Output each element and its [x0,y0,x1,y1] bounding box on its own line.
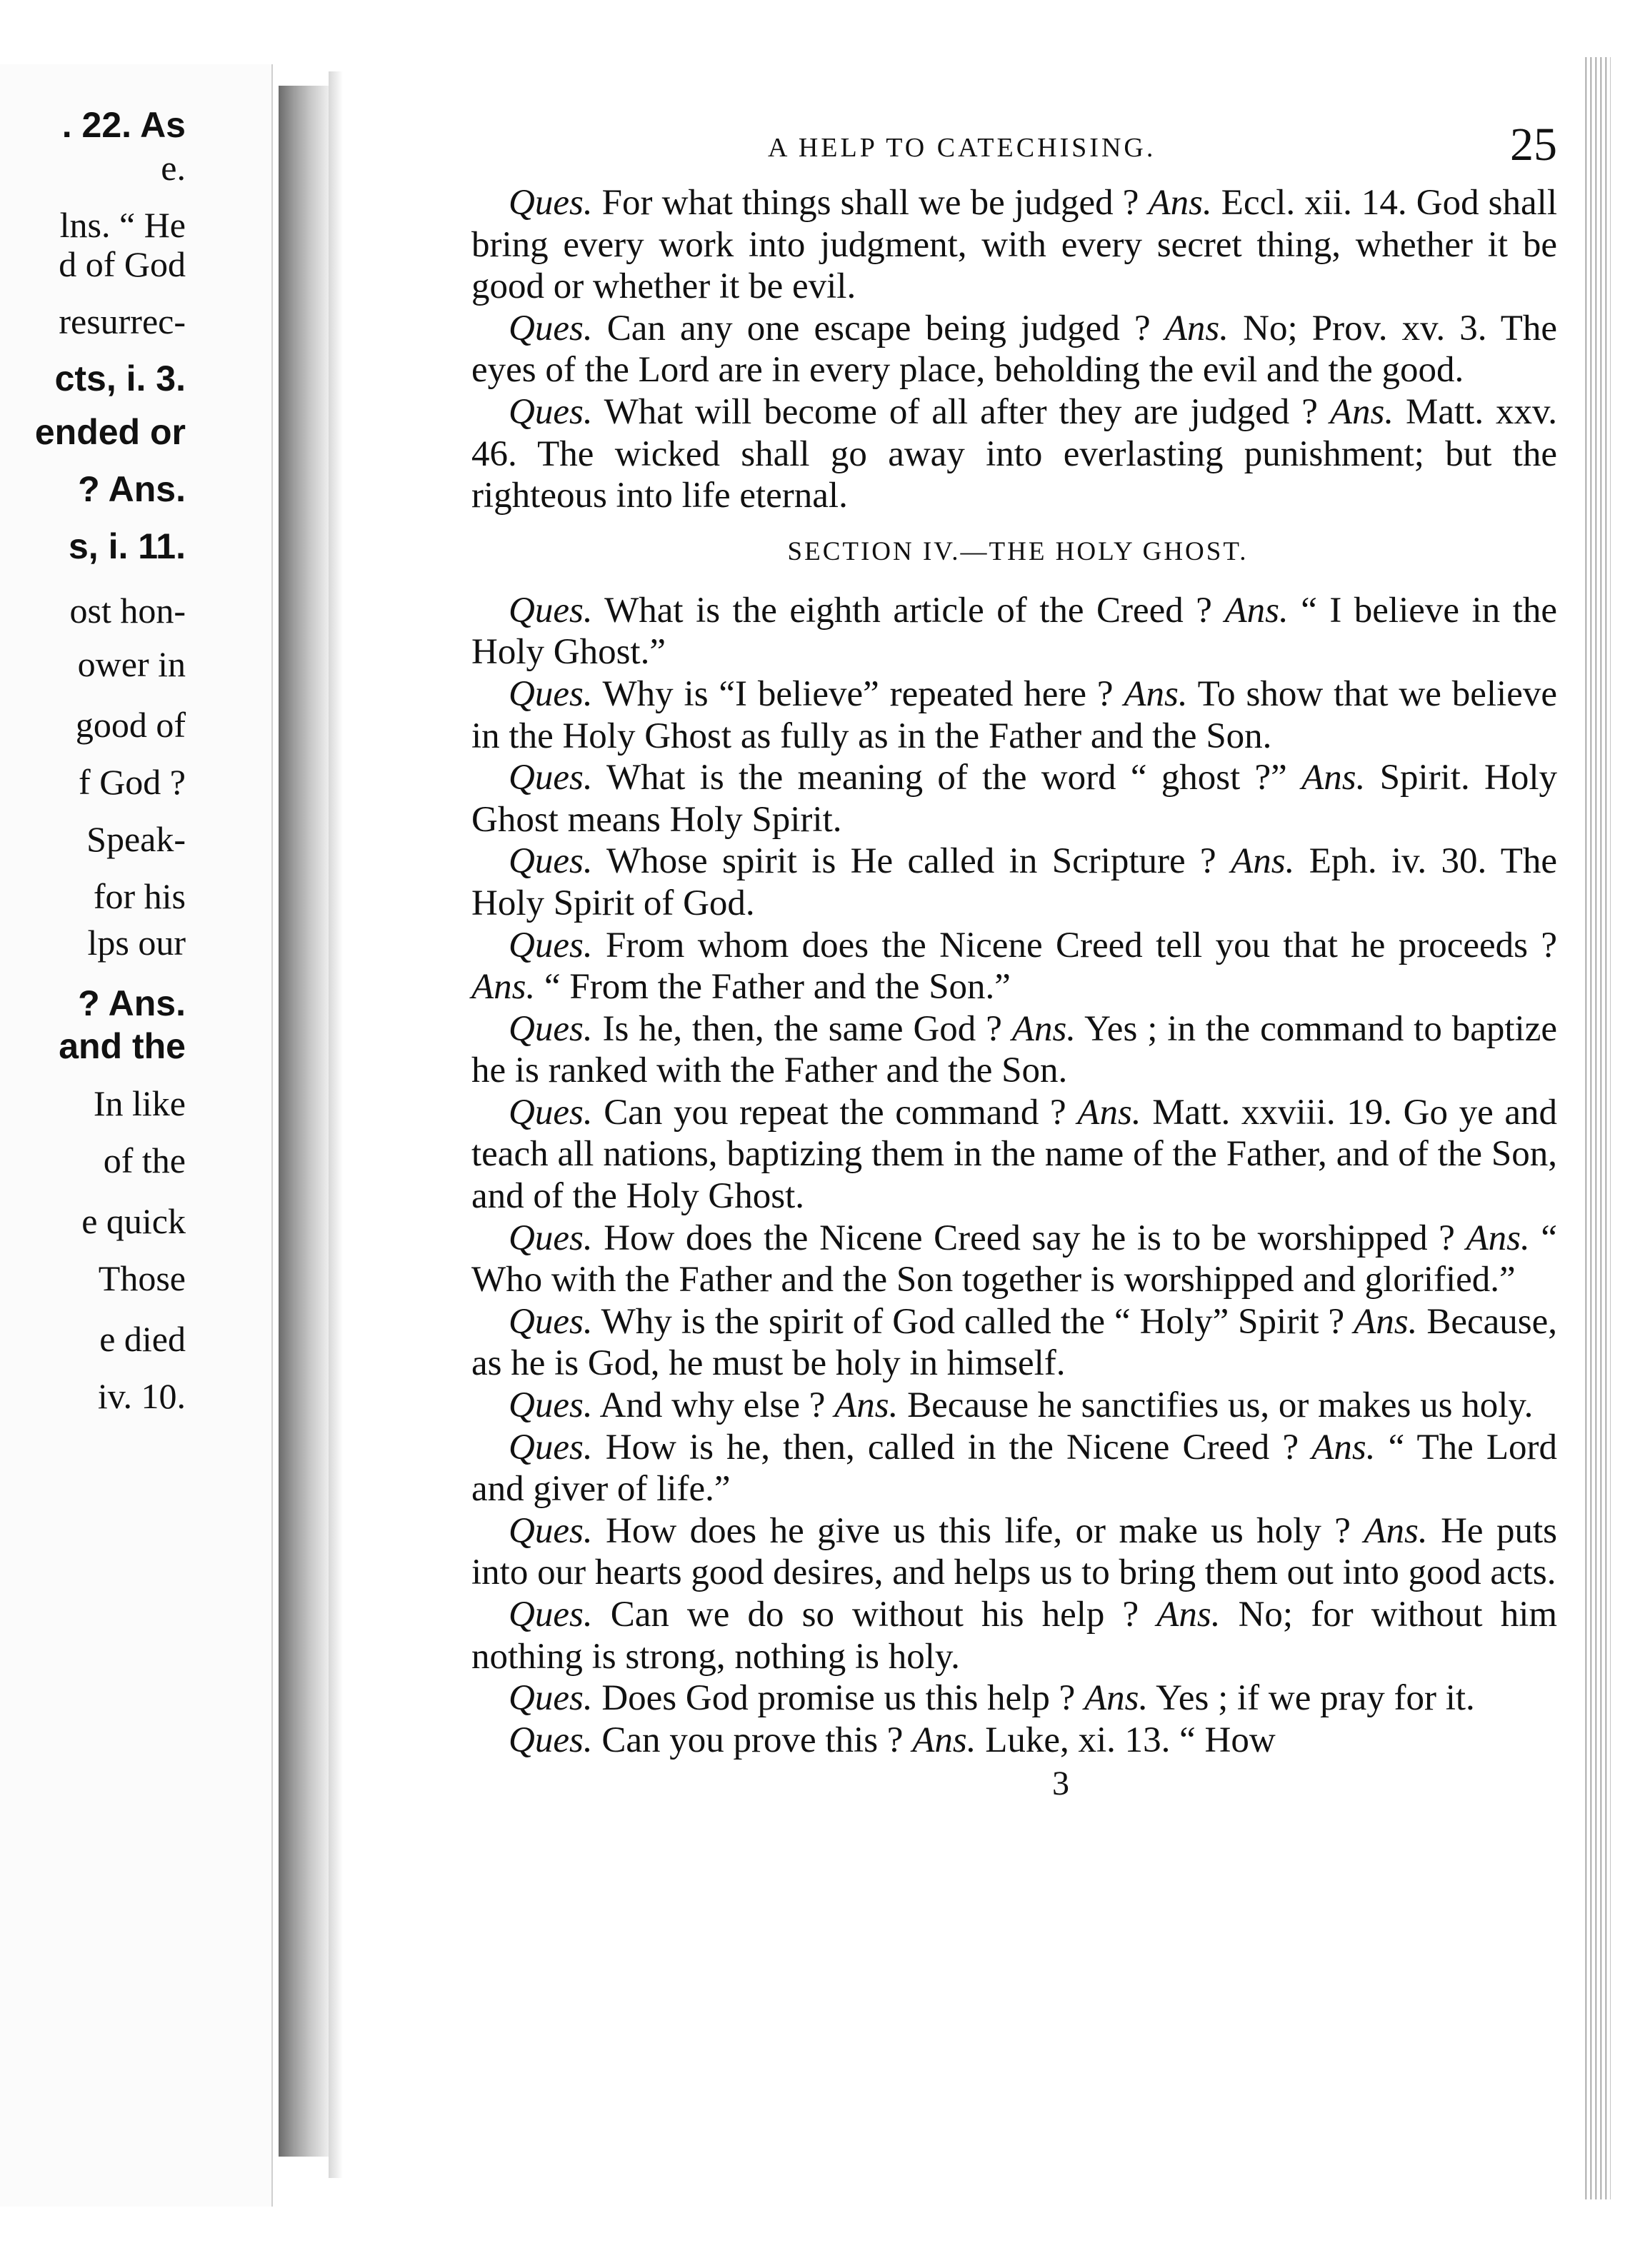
qa-paragraph [471,1427,1557,1510]
answer-text: Because, as he is God, he must be holy in himself. [471,1301,1557,1384]
qa-paragraph [471,308,1557,391]
question-label: Ques. [509,391,593,432]
facing-page-line: e quick [81,1201,186,1241]
answer-text: Eccl. xii. 14. God shall bring every work into judgment, with every secret thing, whether it be good or whether it be evil. [471,183,1557,307]
question-label: Ques. [509,1678,593,1719]
qa-paragraph [471,1594,1557,1677]
question-text: How does the Nicene Creed say he is to be worshipped ? [604,1218,1455,1258]
signature-mark: 3 [1052,1765,1069,1803]
qa-list-before [471,182,1557,517]
answer-label: Ans. [1164,308,1229,348]
answer-label: Ans. [1466,1218,1530,1258]
page-number: 25 [1510,119,1557,171]
qa-paragraph [471,1385,1557,1427]
question-label: Ques. [509,1510,593,1551]
facing-page-line: ended or [34,412,186,452]
answer-text: Eph. iv. 30. The Holy Spirit of God. [471,841,1558,923]
question-text: Whose spirit is He called in Scripture ? [606,841,1216,882]
answer-label: Ans. [1077,1092,1141,1133]
qa-paragraph [471,1218,1557,1301]
question-text: Why is “I believe” repeated here ? [602,673,1114,714]
facing-page-line: iv. 10. [97,1376,186,1416]
answer-label: Ans. [1084,1678,1149,1719]
answer-text: Matt. xxviii. 19. Go ye and teach all nations, baptizing them in the name of the Father, and of the Son, and of the Holy Ghost. [471,1092,1558,1217]
facing-page-line: ? Ans. [78,983,186,1023]
qa-paragraph [471,925,1557,1008]
answer-text: Yes ; in the command to baptize he is ranked with the Father and the Son. [471,1008,1557,1091]
facing-page-line: d of God [59,244,186,284]
answer-text: Luke, xi. 13. “ How [985,1720,1276,1760]
qa-paragraph [471,391,1557,517]
question-text: What will become of all after they are judged ? [604,391,1318,432]
question-label: Ques. [509,673,593,714]
facing-page-line: and the [59,1026,186,1066]
qa-paragraph [471,182,1557,308]
facing-page-line: good of [75,705,186,745]
qa-paragraph [471,1301,1557,1385]
facing-page-fragment [0,64,273,2207]
qa-paragraph [471,1092,1557,1218]
answer-text: Yes ; if we pray for it. [1156,1678,1475,1719]
text-block [471,182,1557,1803]
question-label: Ques. [509,1008,593,1049]
answer-text: To show that we believe in the Holy Ghost as fully as in the Father and the Son. [471,673,1557,756]
question-label: Ques. [509,1092,593,1133]
facing-page-line: f God ? [79,762,186,802]
qa-paragraph [471,673,1557,757]
answer-text: “ The Lord and giver of life.” [471,1427,1558,1510]
question-text: Why is the spirit of God called the “ Holy” Spirit ? [601,1301,1345,1342]
question-text: What is the meaning of the word “ ghost ?” [606,758,1287,798]
qa-paragraph [471,1720,1557,1762]
question-label: Ques. [509,841,593,882]
answer-label: Ans. [1364,1510,1428,1551]
question-label: Ques. [509,1427,593,1467]
answer-text: “ I believe in the Holy Ghost.” [471,590,1558,673]
answer-label: Ans. [912,1720,976,1760]
facing-page-line: cts, i. 3. [54,358,186,398]
question-label: Ques. [509,1301,593,1342]
answer-text: Because he sanctifies us, or makes us holy. [907,1385,1534,1426]
question-label: Ques. [509,1595,593,1635]
question-text: For what things shall we be judged ? [601,183,1139,223]
running-head [471,118,1557,182]
facing-page-line: ost hon- [69,591,186,631]
answer-text: Matt. xxv. 46. The wicked shall go away into everlasting punishment; but the righteous into life eternal. [471,391,1557,516]
facing-page-line: of the [103,1140,186,1180]
question-label: Ques. [509,925,593,965]
qa-list-after [471,590,1557,1762]
qa-paragraph [471,1677,1557,1720]
question-label: Ques. [509,183,593,223]
book-page [471,118,1557,1803]
question-text: What is the eighth article of the Creed ? [604,590,1212,631]
facing-page-line: ower in [77,644,186,684]
question-text: Can you prove this ? [601,1720,904,1760]
facing-page-line: lps our [87,923,186,963]
facing-page-line: Speak- [86,819,186,859]
section-heading: SECTION IV.—THE HOLY GHOST. [787,536,1249,566]
page-edge [1582,57,1611,2199]
question-text: From whom does the Nicene Creed tell you that he proceeds ? [605,925,1557,965]
question-label: Ques. [509,1385,593,1426]
answer-label: Ans. [1156,1595,1221,1635]
qa-paragraph [471,1008,1557,1092]
qa-paragraph [471,757,1557,841]
answer-text: No; for without him nothing is strong, nothing is holy. [471,1595,1558,1677]
facing-page-line: . 22. As [61,105,186,145]
qa-paragraph [471,1510,1557,1594]
facing-page-line: for his [93,876,186,916]
question-text: Is he, then, the same God ? [602,1008,1002,1049]
facing-page-line: Those [98,1258,186,1298]
answer-label: Ans. [1124,673,1188,714]
answer-text: “ Who with the Father and the Son together is worshipped and glorified.” [471,1218,1558,1300]
answer-text: Spirit. Holy Ghost means Holy Spirit. [471,758,1558,840]
facing-page-line: ? Ans. [78,469,186,509]
book-gutter [279,86,329,2157]
qa-paragraph [471,590,1557,673]
qa-paragraph [471,841,1557,924]
answer-label: Ans. [1301,758,1366,798]
question-text: Can you repeat the command ? [604,1092,1066,1133]
answer-text: He puts into our hearts good desires, and helps us to bring them out into good acts. [471,1510,1558,1593]
running-head-title: A HELP TO CATECHISING. [768,133,1156,163]
answer-text: No; Prov. xv. 3. The eyes of the Lord are in every place, beholding the evil and the good. [471,308,1558,391]
answer-label: Ans. [1329,391,1394,432]
question-label: Ques. [509,1720,593,1760]
question-text: Does God promise us this help ? [601,1678,1076,1719]
question-text: How is he, then, called in the Nicene Creed ? [605,1427,1299,1467]
answer-label: Ans. [1224,590,1289,631]
facing-page-line: e. [161,148,186,188]
answer-label: Ans. [834,1385,899,1426]
gutter-shadow [329,71,343,2178]
facing-page-line: resurrec- [59,301,186,341]
question-text: Can any one escape being judged ? [606,308,1151,348]
question-label: Ques. [509,1218,593,1258]
answer-label: Ans. [471,967,536,1008]
question-text: Can we do so without his help ? [610,1595,1139,1635]
facing-page-line: In like [93,1083,186,1123]
question-label: Ques. [509,590,593,631]
answer-label: Ans. [1148,183,1212,223]
question-label: Ques. [509,758,593,798]
answer-label: Ans. [1311,1427,1376,1467]
answer-text: “ From the Father and the Son.” [544,967,1011,1008]
answer-label: Ans. [1231,841,1295,882]
question-text: How does he give us this life, or make us holy ? [606,1510,1351,1551]
answer-label: Ans. [1011,1008,1076,1049]
facing-page-line: lns. “ He [59,205,186,245]
answer-label: Ans. [1354,1301,1418,1342]
question-label: Ques. [509,308,593,348]
facing-page-line: e died [99,1319,186,1359]
facing-page-line: s, i. 11. [68,526,186,566]
question-text: And why else ? [599,1385,826,1426]
